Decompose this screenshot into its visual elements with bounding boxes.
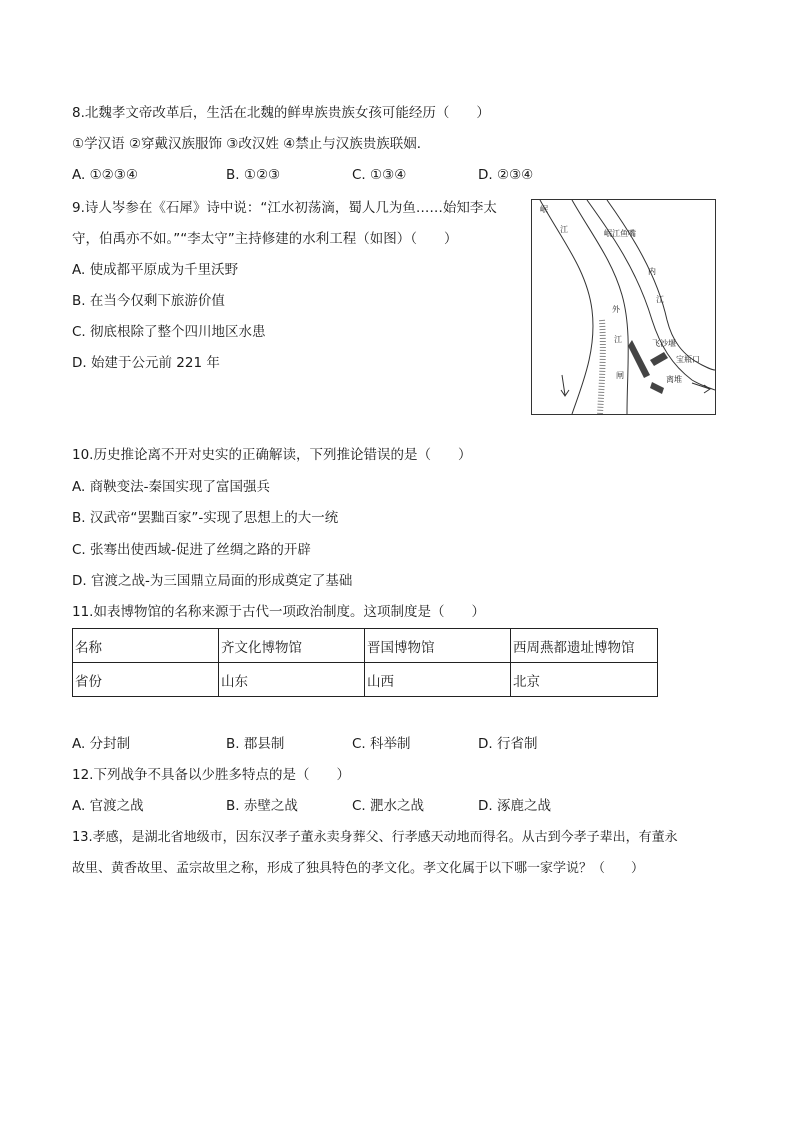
q9-stem-line1: 9.诗人岑参在《石犀》诗中说：“江水初荡滴，蜀人几为鱼……始知李太	[72, 200, 497, 216]
q8-items: ①学汉语 ②穿戴汉族服饰 ③改汉姓 ④禁止与汉族贵族联姻．	[72, 136, 431, 152]
map-label-inner-2: 江	[656, 295, 664, 304]
q12-option-b: B. 赤壁之战	[226, 798, 298, 814]
q11-option-a: A. 分封制	[72, 736, 131, 752]
q11-stem: 11.如表博物馆的名称来源于古代一项政治制度。这项制度是（ ）	[72, 604, 485, 620]
q9-option-d: D. 始建于公元前 221 年	[72, 355, 220, 371]
q8-option-a: A. ①②③④	[72, 167, 138, 183]
map-label-jiang: 江	[560, 225, 568, 234]
q11-option-b: B. 郡县制	[226, 736, 285, 752]
museum-table	[72, 628, 658, 697]
q11-option-d: D. 行省制	[478, 736, 538, 752]
q8-option-d: D. ②③④	[478, 167, 534, 183]
q10-option-c: C. 张骞出使西域-促进了丝绸之路的开辟	[72, 542, 311, 558]
q10-stem: 10.历史推论离不开对史实的正确解读，下列推论错误的是（ ）	[72, 447, 472, 463]
q9-option-a: A. 使成都平原成为千里沃野	[72, 262, 239, 278]
map-label-outer-2: 江	[614, 335, 622, 344]
q8-option-c: C. ①③④	[352, 167, 407, 183]
map-label-feisha: 飞沙堰	[652, 339, 676, 348]
q12-option-c: C. 淝水之战	[352, 798, 425, 814]
q9-option-c: C. 彻底根除了整个四川地区水患	[72, 324, 266, 340]
map-label-fish-mouth: 岷江鱼嘴	[604, 229, 636, 238]
q12-stem: 12.下列战争不具备以少胜多特点的是（ ）	[72, 767, 350, 783]
q8-option-b: B. ①②③	[226, 167, 281, 183]
table-cell: 山东	[219, 663, 365, 697]
table-cell: 北京	[511, 663, 658, 697]
q13-line2: 故里、黄香故里、孟宗故里之称，形成了独具特色的孝文化。孝文化属于以下哪一家学说？（ ）	[72, 861, 645, 876]
dujiangyan-map-drawing	[532, 200, 715, 414]
q12-option-a: A. 官渡之战	[72, 798, 144, 814]
map-label-min: 岷	[540, 205, 548, 214]
map-label-gate: 闸	[616, 371, 624, 380]
q10-option-a: A. 商鞅变法-秦国实现了富国强兵	[72, 479, 270, 495]
table-cell: 省份	[73, 663, 219, 697]
table-cell: 名称	[73, 629, 219, 663]
q11-option-c: C. 科举制	[352, 736, 411, 752]
map-label-lidui: 离堆	[666, 375, 682, 384]
table-cell: 西周燕都遗址博物馆	[511, 629, 658, 663]
table-row	[73, 663, 658, 697]
table-cell: 山西	[365, 663, 511, 697]
q10-option-d: D. 官渡之战-为三国鼎立局面的形成奠定了基础	[72, 573, 353, 589]
q12-option-d: D. 涿鹿之战	[478, 798, 551, 814]
q9-stem-line2: 守，伯禹亦不如。”“李太守”主持修建的水利工程（如图）（ ）	[72, 231, 458, 247]
q9-option-b: B. 在当今仅剩下旅游价值	[72, 293, 225, 309]
table-cell: 晋国博物馆	[365, 629, 511, 663]
table-row	[73, 629, 658, 663]
map-label-inner-1: 内	[648, 267, 656, 276]
map-label-outer-1: 外	[612, 305, 620, 314]
table-cell: 齐文化博物馆	[219, 629, 365, 663]
q8-stem: 8.北魏孝文帝改革后，生活在北魏的鲜卑族贵族女孩可能经历（ ）	[72, 105, 490, 121]
q10-option-b: B. 汉武帝“罢黜百家”-实现了思想上的大一统	[72, 510, 339, 526]
dujiangyan-map	[531, 199, 716, 415]
q13-line1: 13.孝感，是湖北省地级市，因东汉孝子董永卖身葬父、行孝感天动地而得名。从古到今孝子辈出，有董永	[72, 830, 678, 845]
map-label-baoping: 宝瓶口	[676, 355, 700, 364]
